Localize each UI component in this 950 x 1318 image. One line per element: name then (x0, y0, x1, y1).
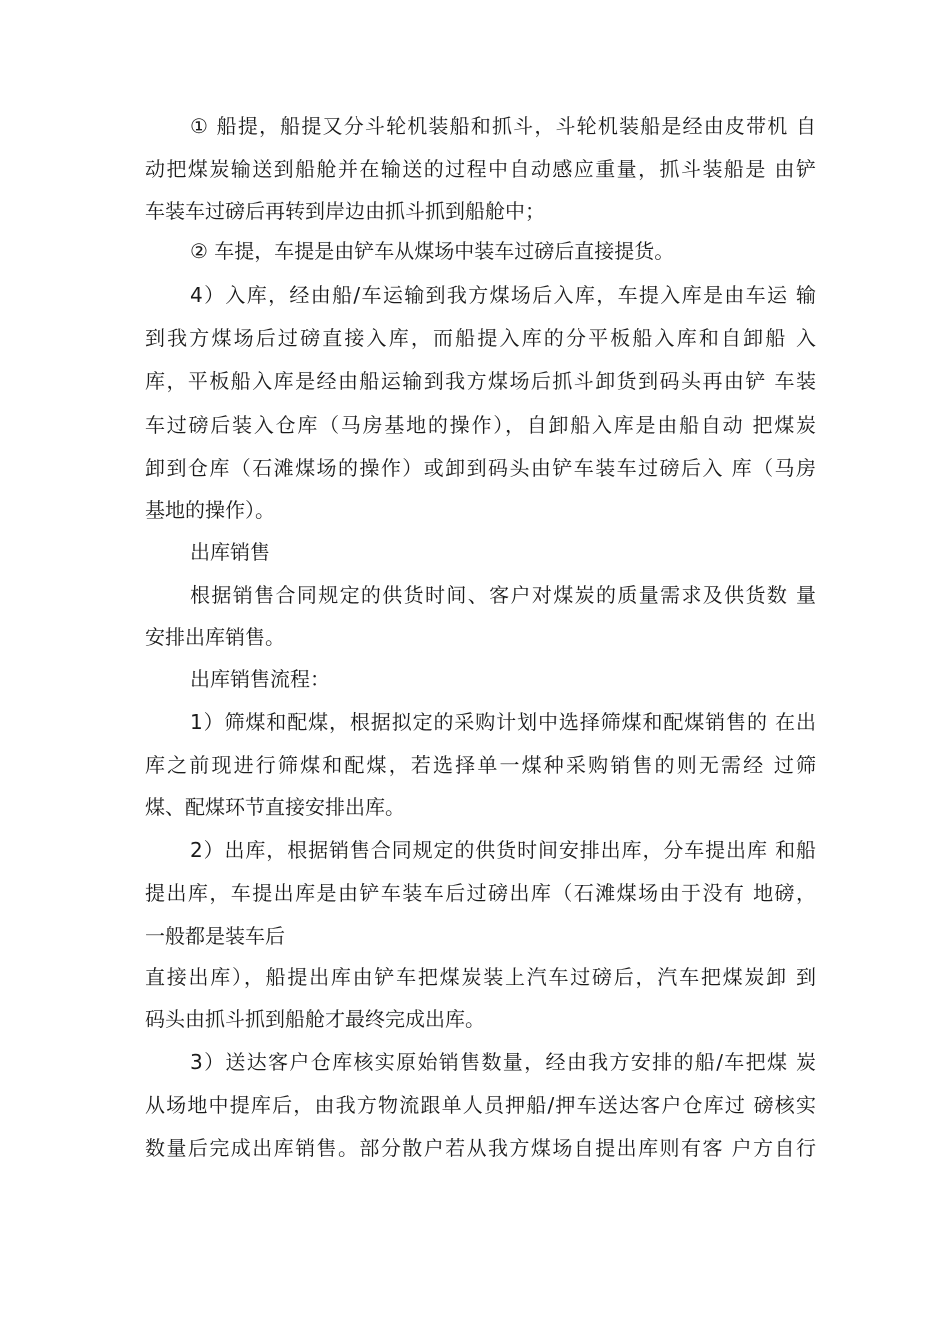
section-heading: 出库销售 (190, 540, 270, 564)
text-line: 码头由抓斗抓到船舱才最终完成出库。 (145, 1007, 485, 1031)
text-line: 提出库，车提出库是由铲车装车后过磅出库（石滩煤场由于没有 地磅， (145, 881, 816, 905)
text-line: 从场地中提库后，由我方物流跟单人员押船/押车送达客户仓库过 磅核实 (145, 1093, 816, 1117)
text-line: 动把煤炭输送到船舱并在输送的过程中自动感应重量，抓斗装船是 由铲 (145, 157, 816, 181)
text-line: 1）筛煤和配煤，根据拟定的采购计划中选择筛煤和配煤销售的 在出 (190, 710, 816, 734)
text-line: 出库销售流程： (190, 667, 330, 691)
text-line: 卸到仓库（石滩煤场的操作）或卸到码头由铲车装车过磅后入 库（马房 (145, 456, 816, 480)
text-line: 直接出库），船提出库由铲车把煤炭装上汽车过磅后，汽车把煤炭卸 到 (145, 965, 816, 989)
text-line: 到我方煤场后过磅直接入库，而船提入库的分平板船入库和自卸船 入 (145, 326, 816, 350)
text-line: 车过磅后装入仓库（马房基地的操作），自卸船入库是由船自动 把煤炭 (145, 413, 816, 437)
text-line: 基地的操作）。 (145, 498, 275, 522)
text-line: 数量后完成出库销售。部分散户若从我方煤场自提出库则有客 户方自行 (145, 1136, 816, 1160)
text-line: 安排出库销售。 (145, 625, 285, 649)
text-line: 2）出库，根据销售合同规定的供货时间安排出库，分车提出库 和船 (190, 838, 816, 862)
text-line: ② 车提，车提是由铲车从煤场中装车过磅后直接提货。 (190, 239, 675, 263)
text-line: ① 船提，船提又分斗轮机装船和抓斗，斗轮机装船是经由皮带机 自 (190, 114, 816, 138)
text-line: 3）送达客户仓库核实原始销售数量，经由我方安排的船/车把煤 炭 (190, 1050, 816, 1074)
text-line: 库之前现进行筛煤和配煤，若选择单一煤种采购销售的则无需经 过筛 (145, 753, 816, 777)
text-line: 库，平板船入库是经由船运输到我方煤场后抓斗卸货到码头再由铲 车装 (145, 369, 816, 393)
text-line: 4）入库，经由船/车运输到我方煤场后入库，车提入库是由车运 输 (190, 283, 816, 307)
text-line: 车装车过磅后再转到岸边由抓斗抓到船舱中； (145, 199, 545, 223)
text-line: 煤、配煤环节直接安排出库。 (145, 795, 405, 819)
text-line: 根据销售合同规定的供货时间、客户对煤炭的质量需求及供货数 量 (190, 583, 816, 607)
text-line: 一般都是装车后 (145, 924, 285, 948)
